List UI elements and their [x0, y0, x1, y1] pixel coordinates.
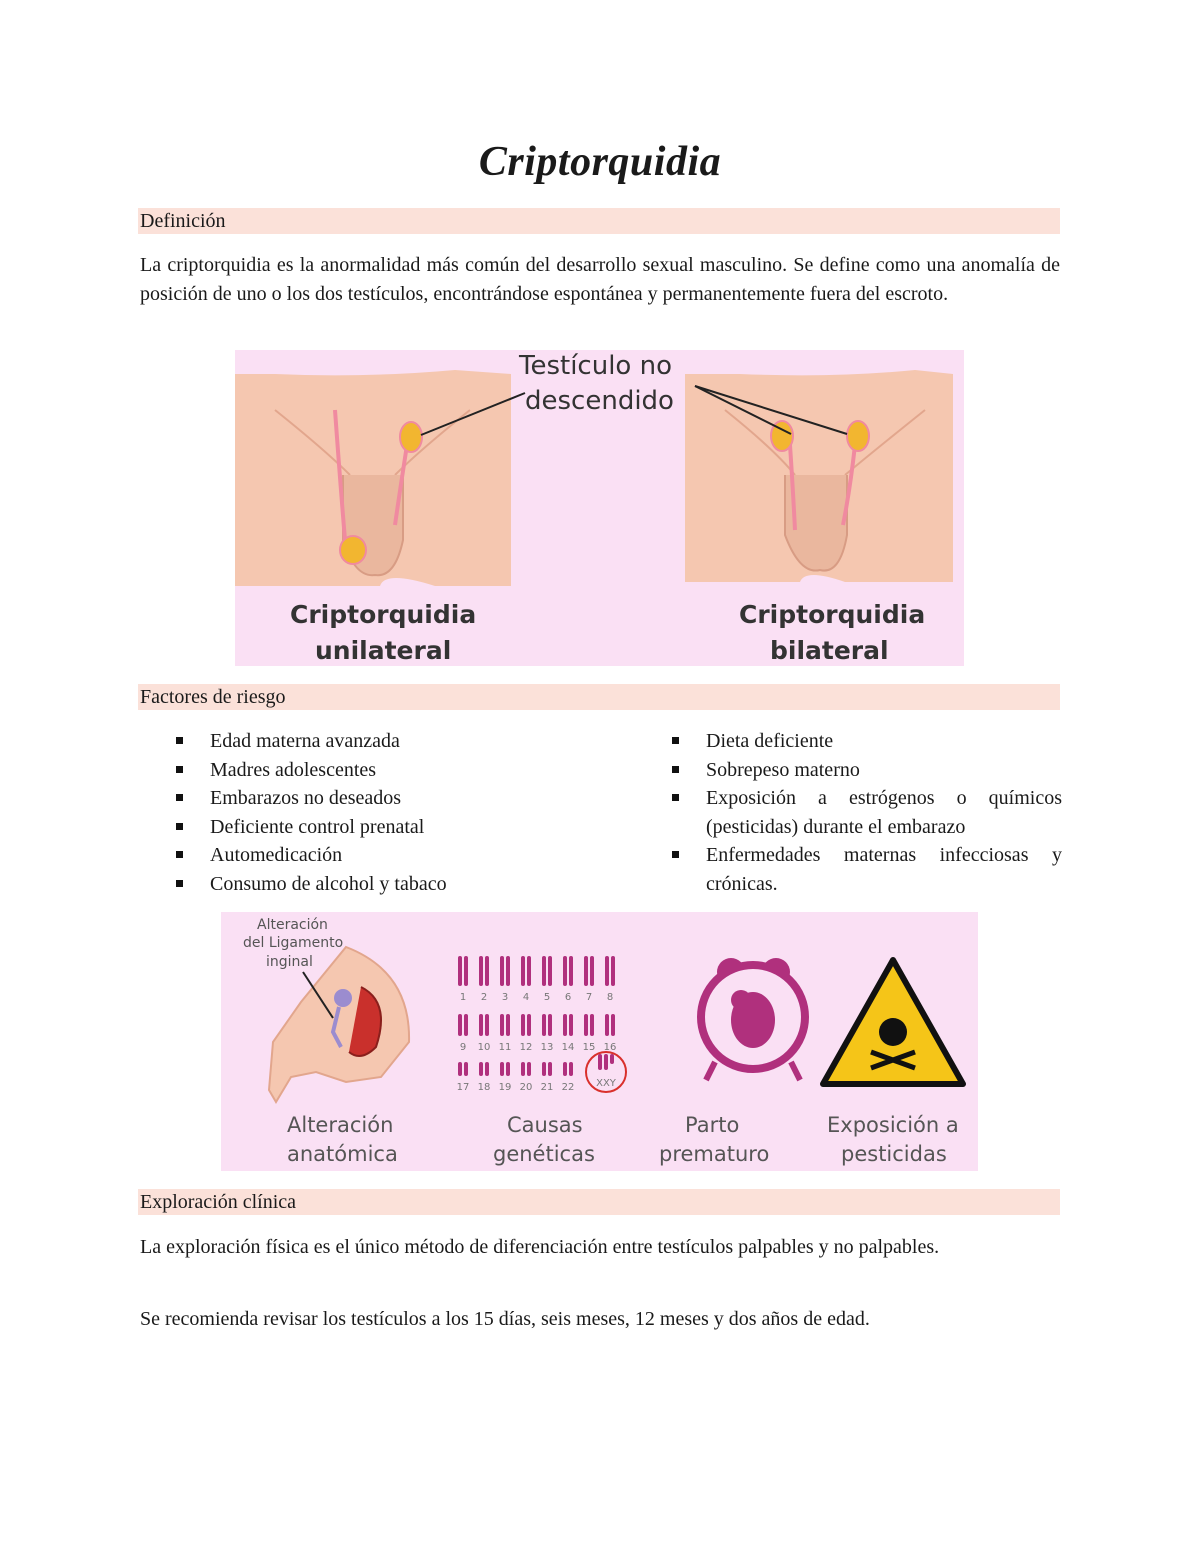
risk-factor-item: Sobrepeso materno	[670, 756, 1062, 785]
figure-criptorquidia-types	[235, 350, 964, 666]
chromosome-label: 2	[480, 992, 488, 1003]
figure-risk-factors	[221, 912, 978, 1171]
chromosome	[605, 1014, 609, 1036]
chromosome	[548, 1014, 552, 1036]
chromosome	[542, 1014, 546, 1036]
risk-factor-item: Deficiente control prenatal	[174, 813, 574, 842]
chromosome-label: 18	[477, 1082, 491, 1093]
risk-factor-item: Enfermedades maternas infecciosas y crónicas.	[670, 841, 1062, 898]
unilateral-caption-1: Criptorquidia	[290, 600, 477, 629]
risk-factor-item: Consumo de alcohol y tabaco	[174, 870, 574, 899]
risk-factor-item: Automedicación	[174, 841, 574, 870]
exploracion-paragraph-1: La exploración física es el único método de diferenciación entre testículos palpables y no palpables.	[140, 1236, 940, 1258]
chromosome-label: 19	[498, 1082, 512, 1093]
chromosome-label: 5	[543, 992, 551, 1003]
section-heading-definicion: Definición	[138, 208, 1060, 234]
exploracion-paragraph-2: Se recomienda revisar los testículos a los 15 días, seis meses, 12 meses y dos años de edad.	[140, 1308, 870, 1330]
caption-prematuro-1: Parto	[685, 1113, 740, 1137]
caption-pesticidas-2: pesticidas	[841, 1142, 947, 1166]
chromosome	[569, 956, 573, 986]
chromosome	[590, 956, 594, 986]
callout-label-1: Testículo no	[519, 351, 672, 381]
chromosome	[521, 1014, 525, 1036]
chromosome	[458, 1062, 462, 1076]
page-title: Criptorquidia	[478, 139, 722, 185]
chromosome	[485, 1014, 489, 1036]
chromosome	[506, 1062, 510, 1076]
chromosome	[563, 956, 567, 986]
chromosome-label: 11	[498, 1042, 512, 1053]
chromosome-label: 9	[459, 1042, 467, 1053]
chromosome-label: 8	[606, 992, 614, 1003]
chromosome	[527, 1014, 531, 1036]
risk-factor-item: Dieta deficiente	[670, 727, 1062, 756]
section-heading-exploracion: Exploración clínica	[138, 1189, 1060, 1215]
caption-pesticidas-1: Exposición a	[827, 1113, 959, 1137]
bilateral-caption-1: Criptorquidia	[739, 600, 926, 629]
chromosome	[479, 1062, 483, 1076]
chromosome	[548, 1062, 552, 1076]
chromosome	[479, 956, 483, 986]
ligament-label-3: inginal	[266, 954, 313, 970]
pesticide-warning-icon	[823, 960, 963, 1084]
risk-factors-list-right	[670, 727, 1062, 898]
chromosome-label: 12	[519, 1042, 533, 1053]
bilateral-caption-2: bilateral	[770, 636, 889, 665]
risk-factor-item: Embarazos no deseados	[174, 784, 574, 813]
caption-geneticas-2: genéticas	[493, 1142, 595, 1166]
chromosome	[458, 956, 462, 986]
caption-prematuro-2: prematuro	[659, 1142, 770, 1166]
caption-anatomica-1: Alteración	[287, 1113, 394, 1137]
chromosome-xxy	[598, 1054, 602, 1070]
chromosome-label: 3	[501, 992, 509, 1003]
chromosome	[605, 956, 609, 986]
ligament-label-1: Alteración	[257, 917, 328, 933]
chromosome	[563, 1062, 567, 1076]
chromosome	[611, 1014, 615, 1036]
chromosome	[464, 956, 468, 986]
chromosome	[584, 1014, 588, 1036]
chromosome-label: 14	[561, 1042, 575, 1053]
chromosome	[506, 1014, 510, 1036]
chromosome	[548, 956, 552, 986]
caption-geneticas-1: Causas	[507, 1113, 583, 1137]
chromosome-label: 16	[603, 1042, 617, 1053]
chromosome	[542, 956, 546, 986]
chromosome	[458, 1014, 462, 1036]
chromosome-label: 13	[540, 1042, 554, 1053]
chromosome	[569, 1014, 573, 1036]
chromosome	[542, 1062, 546, 1076]
chromosome	[563, 1014, 567, 1036]
chromosome	[527, 1062, 531, 1076]
chromosome	[506, 956, 510, 986]
chromosome	[500, 1062, 504, 1076]
chromosome	[590, 1014, 594, 1036]
chromosome	[485, 956, 489, 986]
xxy-label: XXY	[596, 1078, 616, 1089]
chromosome	[611, 956, 615, 986]
definicion-paragraph: La criptorquidia es la anormalidad más común del desarrollo sexual masculino. Se define como una anomalía de posición de uno o los dos testículos, encontrándose espontánea y permanentemente fuera del escroto.	[140, 254, 1060, 305]
karyotype-illustration	[457, 956, 617, 1093]
chromosome-label: 21	[540, 1082, 554, 1093]
chromosome-label: 7	[585, 992, 593, 1003]
risk-factor-item: Madres adolescentes	[174, 756, 574, 785]
chromosome-xxy	[604, 1054, 608, 1070]
chromosome	[479, 1014, 483, 1036]
chromosome-label: 15	[582, 1042, 596, 1053]
chromosome	[569, 1062, 573, 1076]
chromosome	[521, 1062, 525, 1076]
chromosome	[464, 1062, 468, 1076]
chromosome-label: 6	[564, 992, 572, 1003]
caption-anatomica-2: anatómica	[287, 1142, 398, 1166]
unilateral-caption-2: unilateral	[315, 636, 452, 665]
premature-birth-icon	[701, 958, 805, 1080]
anatomy-illustration	[243, 917, 409, 1102]
chromosome-label: 22	[561, 1082, 575, 1093]
chromosome	[485, 1062, 489, 1076]
chromosome	[500, 1014, 504, 1036]
chromosome-label: 10	[477, 1042, 491, 1053]
chromosome	[464, 1014, 468, 1036]
unilateral-illustration	[235, 370, 511, 586]
risk-factor-item: Edad materna avanzada	[174, 727, 574, 756]
section-heading-factores: Factores de riesgo	[138, 684, 1060, 710]
chromosome-label: 20	[519, 1082, 533, 1093]
risk-factors-list-left	[174, 727, 574, 898]
chromosome	[527, 956, 531, 986]
callout-label-2: descendido	[525, 386, 674, 416]
chromosome-xxy	[610, 1054, 614, 1064]
risk-factor-item: Exposición a estrógenos o químicos (pesticidas) durante el embarazo	[670, 784, 1062, 841]
chromosome-label: 4	[522, 992, 530, 1003]
ligament-label-2: del Ligamento	[243, 935, 344, 951]
chromosome	[521, 956, 525, 986]
chromosome-label: 1	[459, 992, 467, 1003]
chromosome	[584, 956, 588, 986]
chromosome-label: 17	[456, 1082, 470, 1093]
chromosome	[500, 956, 504, 986]
